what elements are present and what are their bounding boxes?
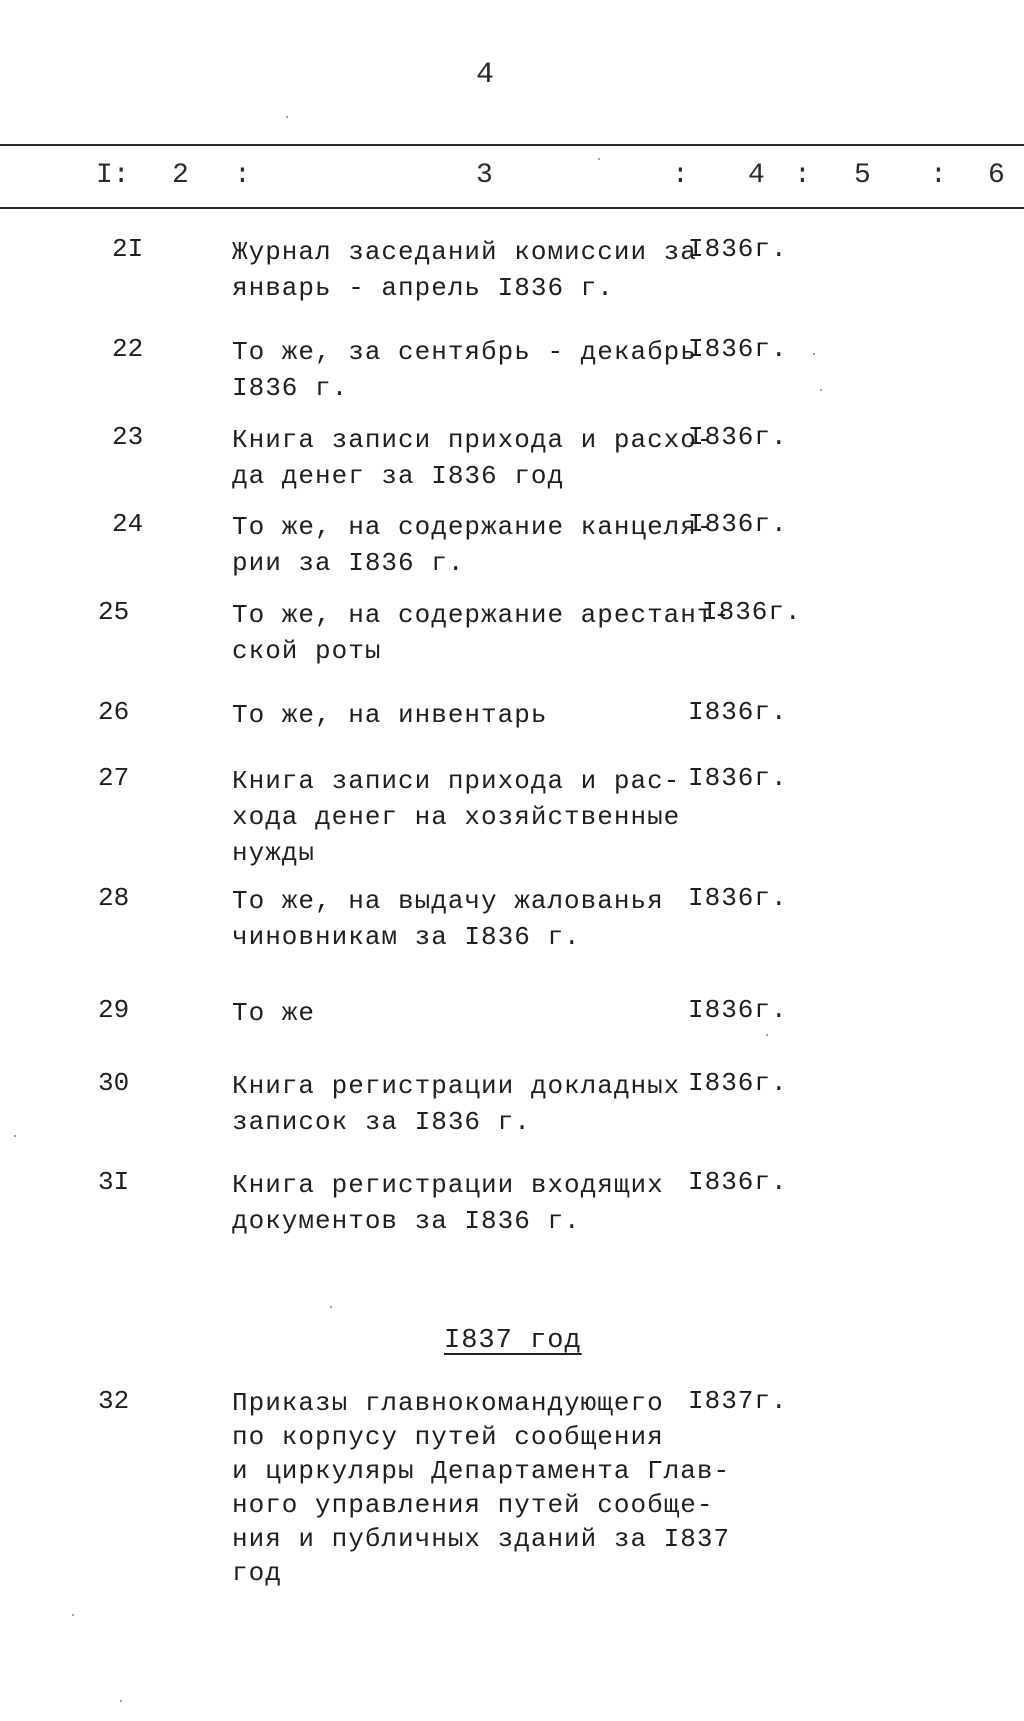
header-col-4: 4: [748, 160, 765, 191]
entry-number: 28: [98, 883, 130, 913]
header-col-6: 6: [988, 160, 1005, 191]
entry-title-line: Книга регистрации входящих: [232, 1170, 664, 1200]
entry-title: [232, 334, 702, 406]
entry-title-line: То же, на содержание арестант-: [232, 600, 731, 630]
entry-title-line: Журнал заседаний комиссии за: [232, 237, 697, 267]
scan-speck: [820, 389, 822, 391]
entry-title-line: январь - апрель I836 г.: [232, 273, 614, 303]
entry-title-line: То же, за сентябрь - декабрь: [232, 337, 697, 367]
entry-title-line: документов за I836 г.: [232, 1206, 581, 1236]
scan-speck: [330, 1306, 332, 1308]
scan-speck: [14, 1135, 16, 1137]
entry-title: [232, 1386, 731, 1590]
entry-title-line: То же: [232, 998, 316, 1028]
page-number: 4: [476, 58, 495, 92]
scan-speck: [813, 353, 815, 355]
scan-speck: [766, 1034, 768, 1036]
header-separator-1: :: [234, 160, 251, 191]
entry-title: [232, 234, 702, 306]
entry-date: I836г.: [688, 883, 788, 913]
entry-number: 27: [98, 763, 130, 793]
entry-date: I836г.: [688, 422, 788, 452]
entry-title-line: То же, на содержание канцеля-: [232, 512, 714, 542]
entry-title-line: Книга регистрации докладных: [232, 1071, 681, 1101]
entry-title: [232, 597, 731, 669]
entry-title-line: год: [232, 1558, 282, 1588]
entry-title: [232, 509, 714, 581]
scan-speck: [120, 1700, 122, 1702]
scan-speck: [598, 158, 600, 160]
entry-date: I836г.: [688, 234, 788, 264]
entry-number: 2I: [112, 234, 144, 264]
entry-date: I836г.: [688, 334, 788, 364]
entry-number: 32: [98, 1386, 130, 1416]
entry-number: 3I: [98, 1167, 130, 1197]
entry-title-line: I836 г.: [232, 373, 349, 403]
entry-title: [232, 1167, 702, 1239]
entry-title: [232, 995, 702, 1031]
entry-number: 23: [112, 422, 144, 452]
entry-title-line: чиновникам за I836 г.: [232, 922, 581, 952]
scan-speck: [72, 1614, 74, 1616]
header-top-rule: [0, 144, 1024, 146]
entry-title-line: ской роты: [232, 636, 382, 666]
entry-date: I836г.: [688, 697, 788, 727]
entry-date: I837г.: [688, 1386, 788, 1416]
entry-title: [232, 1068, 702, 1140]
entry-title-line: Книга записи прихода и рас-: [232, 766, 681, 796]
entry-title: [232, 422, 714, 494]
header-col-5: 5: [854, 160, 871, 191]
entry-title-line: То же, на выдачу жалованья: [232, 886, 664, 916]
entry-title-line: То же, на инвентарь: [232, 700, 548, 730]
entry-number: 25: [98, 597, 130, 627]
entry-date: I836г.: [688, 1068, 788, 1098]
entry-title: [232, 697, 702, 733]
entry-number: 30: [98, 1068, 130, 1098]
entry-title-line: по корпусу путей сообщения: [232, 1422, 664, 1452]
entry-title-line: нужды: [232, 838, 316, 868]
entry-number: 24: [112, 509, 144, 539]
entry-number: 29: [98, 995, 130, 1025]
entry-date: I836г.: [688, 995, 788, 1025]
entry-title-line: да денег за I836 год: [232, 461, 565, 491]
entry-title-line: записок за I836 г.: [232, 1107, 531, 1137]
entry-date: I836г.: [702, 597, 802, 627]
entry-title-line: Книга записи прихода и расхо-: [232, 425, 714, 455]
header-separator-3: :: [794, 160, 811, 191]
entry-title: [232, 763, 702, 871]
header-col-1: I:: [96, 160, 130, 191]
entry-title-line: и циркуляры Департамента Глав-: [232, 1456, 731, 1486]
scan-speck: [286, 116, 288, 118]
header-separator-4: :: [930, 160, 947, 191]
entry-title-line: рии за I836 г.: [232, 548, 465, 578]
entry-date: I836г.: [688, 1167, 788, 1197]
header-col-2: 2: [172, 160, 189, 191]
header-col-3: 3: [476, 160, 493, 191]
entry-title: [232, 883, 702, 955]
section-title: I837 год: [444, 1326, 582, 1356]
entry-date: I836г.: [688, 763, 788, 793]
entry-title-line: ния и публичных зданий за I837: [232, 1524, 731, 1554]
header-bottom-rule: [0, 207, 1024, 209]
header-separator-2: :: [672, 160, 689, 191]
entry-number: 26: [98, 697, 130, 727]
entry-title-line: хода денег на хозяйственные: [232, 802, 681, 832]
entry-number: 22: [112, 334, 144, 364]
entry-date: I836г.: [688, 509, 788, 539]
entry-title-line: Приказы главнокомандующего: [232, 1388, 664, 1418]
entry-title-line: ного управления путей сообще-: [232, 1490, 714, 1520]
